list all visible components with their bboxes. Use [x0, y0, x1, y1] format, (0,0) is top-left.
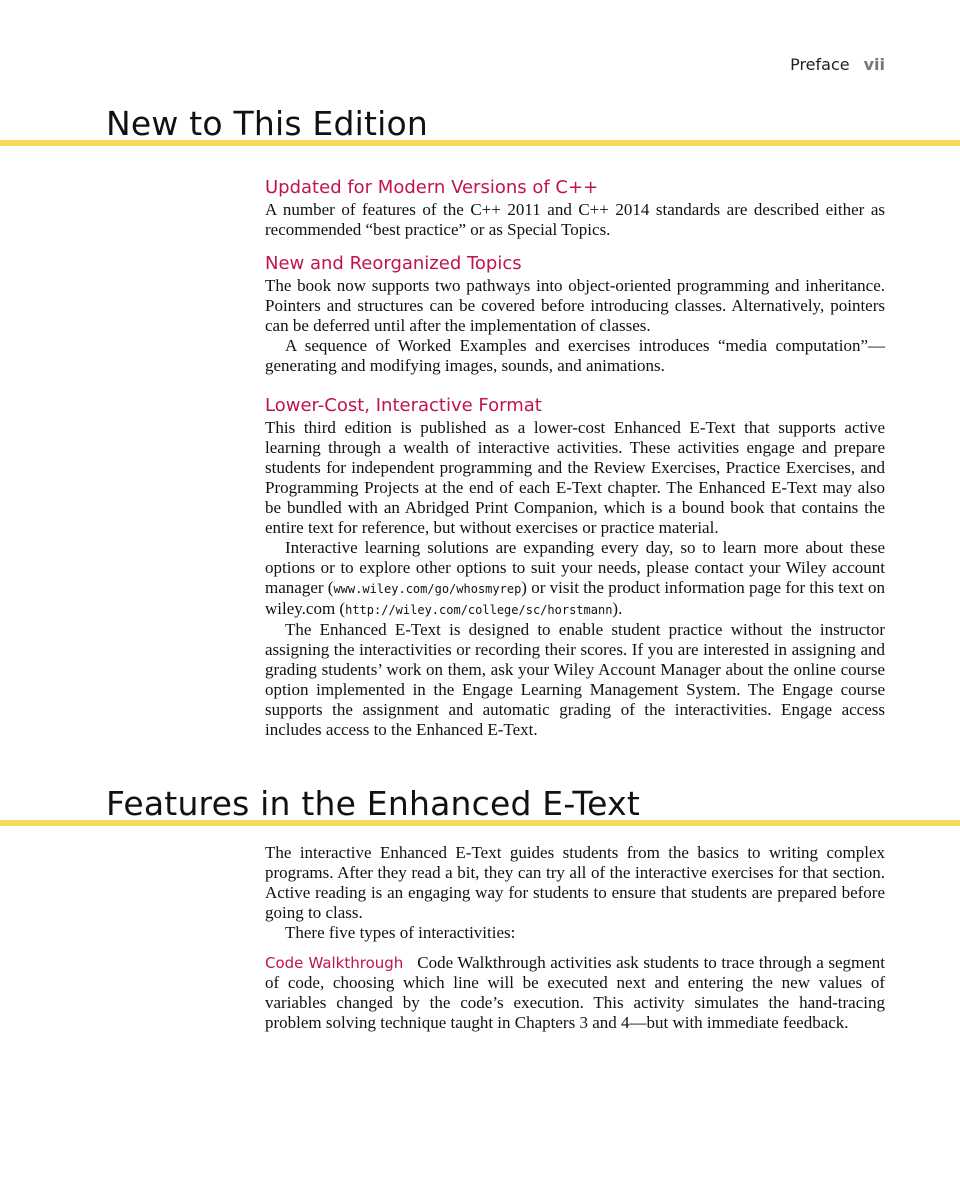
new-edition-body [265, 176, 885, 740]
paragraph: This third edition is published as a lower-cost Enhanced E-Text that supports active learning through a wealth of interactive activities. These activities engage and prepare students for independent programming and the Review Exercises, Practice Exercises, and Programming Projects at the end of each E-Text chapter. The Enhanced E-Text may also be bundled with an Abridged Print Companion, which is a bound book that contains the entire text for reference, but without exercises or practice material. [265, 418, 885, 537]
section-heading-new-edition [0, 104, 960, 146]
runin-heading-code-walkthrough: Code Walkthrough [265, 954, 404, 972]
paragraph: Code Walkthrough Code Walkthrough activities ask students to trace through a segment of code, choosing which line will be executed next and entering the new values of variables changed by the code’s execution. This activity simulates the hand-tracing problem solving technique taught in Chapters 3 and 4—but with immediate feedback. [265, 953, 885, 1032]
running-head [790, 55, 885, 74]
url-whosmyrep: www.wiley.com/go/whosmyrep [333, 582, 522, 596]
paragraph: There five types of interactivities: [285, 923, 516, 942]
url-horstmann: http://wiley.com/college/sc/horstmann [345, 603, 613, 617]
section-title: Features in the Enhanced E-Text [106, 784, 640, 823]
subsection-heading: Updated for Modern Versions of C++ [265, 177, 599, 198]
paragraph: Interactive learning solutions are expanding every day, so to learn more about these options or to explore other options to suit your needs, please contact your Wiley account manager (www.wiley.com/go/whosmyrep) or visit the product information page for this text on wiley.com (http://wiley.com/college/sc/horstmann). [265, 538, 885, 618]
section-heading-features [0, 784, 960, 826]
paragraph: The Enhanced E-Text is designed to enable student practice without the instructor assigning the interactivities or recording their scores. If you are interested in assigning and grading students’ work on them, ask your Wiley Account Manager about the online course option implemented in the Engage Learning Management System. The Engage course supports the assignment and automatic grading of the interactivities. Engage access includes access to the Enhanced E-Text. [265, 620, 885, 739]
subsection-heading: Lower-Cost, Interactive Format [265, 395, 542, 416]
page-number: vii [863, 55, 885, 74]
subsection-heading: New and Reorganized Topics [265, 253, 522, 274]
features-body [265, 843, 885, 1033]
running-head-section: Preface [790, 55, 850, 74]
paragraph: A number of features of the C++ 2011 and C++ 2014 standards are described either as recommended “best practice” or as Special Topics. [265, 200, 885, 239]
paragraph: A sequence of Worked Examples and exercises introduces “media computation”—generating and modifying images, sounds, and animations. [265, 336, 885, 375]
paragraph: The book now supports two pathways into object-oriented programming and inheritance. Pointers and structures can be covered before introducing classes. Alternatively, pointers can be deferred until after the implementation of classes. [265, 276, 885, 335]
paragraph: The interactive Enhanced E-Text guides students from the basics to writing complex programs. After they read a bit, they can try all of the interactive exercises for that section. Active reading is an engaging way for students to ensure that students are prepared before going to class. [265, 843, 885, 922]
section-title: New to This Edition [106, 104, 428, 143]
